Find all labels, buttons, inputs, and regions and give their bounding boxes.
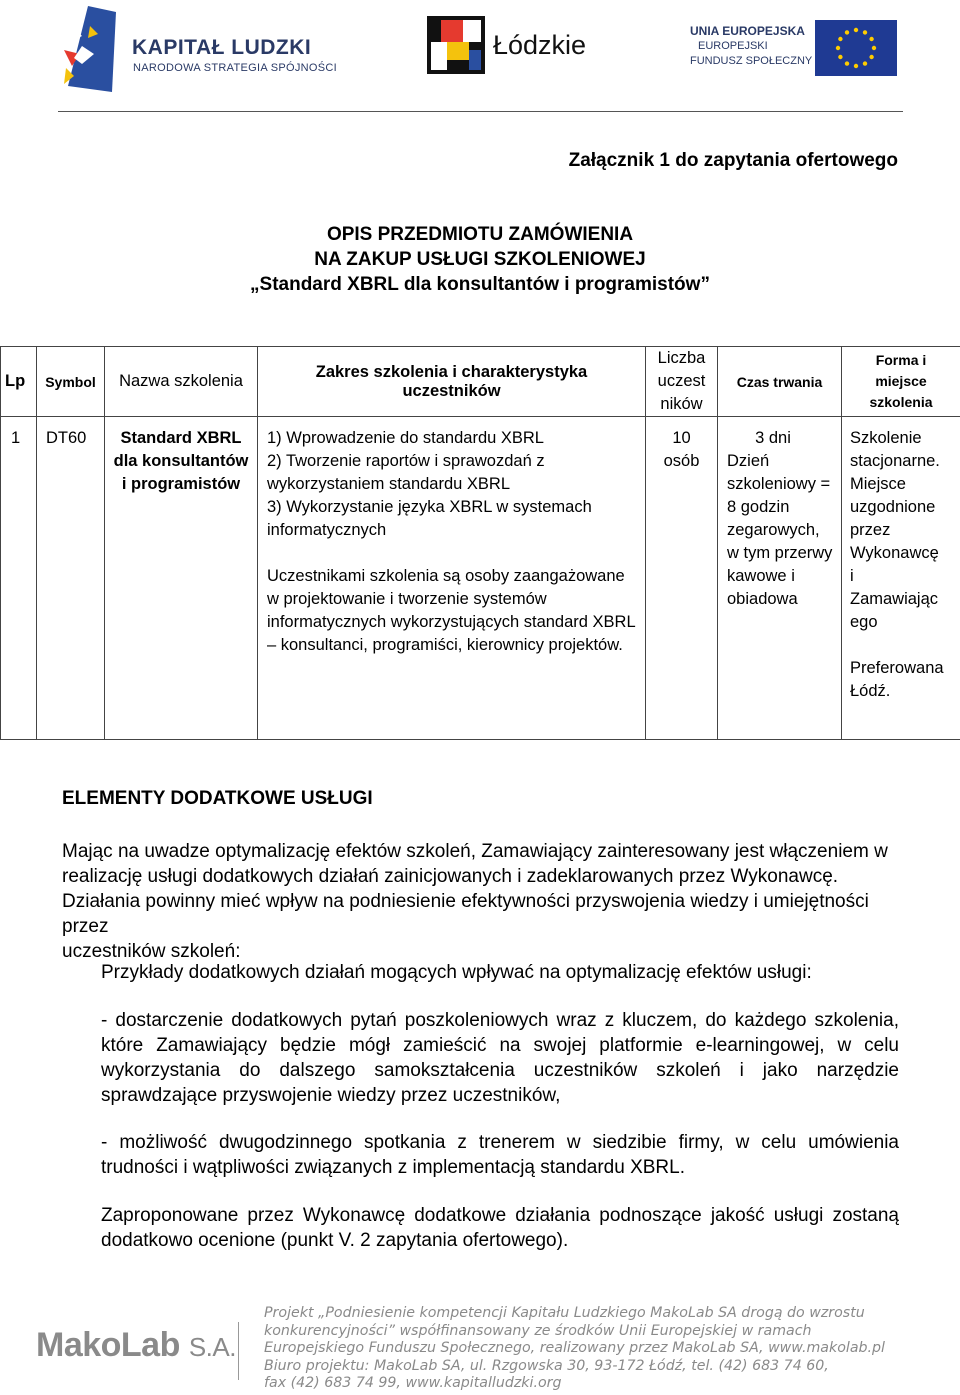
header-count <box>646 347 718 417</box>
form-line: Miejsce <box>850 475 906 493</box>
scope-line: wykorzystaniem standardu XBRL <box>267 475 511 493</box>
title-line-1: OPIS PRZEDMIOTU ZAMÓWIENIA <box>326 224 634 245</box>
duration-line: szkoleniowy = <box>727 475 831 493</box>
attachment-label: Załącznik 1 do zapytania ofertowego <box>568 150 898 171</box>
header-scope-line-1: Zakres szkolenia i charakterystyka <box>315 362 588 381</box>
table-row <box>1 417 960 740</box>
form-line: Wykonawcę <box>850 544 939 562</box>
cell-symbol: DT60 <box>37 417 105 740</box>
table-header-row <box>1 347 960 417</box>
duration-line: 8 godzin <box>727 498 790 516</box>
count-line-2: osób <box>663 452 700 470</box>
intro-line: uczestników szkoleń: <box>62 941 241 962</box>
header-form-line-1: Forma i <box>875 352 927 368</box>
duration-days: 3 dni <box>755 429 791 447</box>
name-line-3: i programistów <box>121 475 241 493</box>
footer-line: fax (42) 683 74 99, www.kapitalludzki.org <box>264 1375 562 1391</box>
name-line-2: dla konsultantów <box>113 452 249 470</box>
footer-line: Europejskiego Funduszu Społecznego, realizowany przez MakoLab SA, www.makolab.pl <box>264 1340 885 1356</box>
lodzkie-logo <box>427 16 597 80</box>
header-symbol: Symbol <box>37 347 105 417</box>
intro-line: Mając na uwadze optymalizację efektów szkoleń, Zamawiający zainteresowany jest włączeniem w <box>62 841 888 862</box>
form-line: ego <box>850 613 878 631</box>
form-line: przez <box>850 521 891 539</box>
cell-duration <box>718 417 842 740</box>
eu-flag-icon <box>815 20 897 76</box>
cell-name <box>105 417 258 740</box>
footer-project-info <box>264 1305 944 1393</box>
duration-line: kawowe i <box>727 567 795 585</box>
intro-line: realizację usługi dodatkowych działań zainicjowanych i zadeklarowanych przez Wykonawcę. <box>62 866 839 887</box>
closing-paragraph: Zaproponowane przez Wykonawcę dodatkowe działania podnoszące jakość usługi zostaną dodatkowo ocenione (punkt V. 2 zapytania ofertowego). <box>101 1205 899 1251</box>
header-form-line-3: szkolenia <box>869 394 933 410</box>
makolab-name: MakoLab <box>36 1326 180 1364</box>
count-line-1: 10 <box>672 429 691 447</box>
participants-line: Uczestnikami szkolenia są osoby zaangażowane <box>267 567 625 585</box>
title-line-2: NA ZAKUP USŁUGI SZKOLENIOWEJ <box>314 249 646 270</box>
spacer <box>267 542 645 565</box>
lodzkie-emblem-icon <box>427 16 485 74</box>
header-form-line-2: miejsce <box>875 373 927 389</box>
header-lp: Lp <box>1 347 37 417</box>
example-item-meeting: - możliwość dwugodzinnego spotkania z trenerem w siedzibie firmy, w celu umówienia trudności i wątpliwości związanych z implementacją standardu XBRL. <box>101 1132 899 1178</box>
kapital-ludzki-title: KAPITAŁ LUDZKI <box>132 36 312 59</box>
lodzkie-text: Łódzkie <box>493 30 587 60</box>
header-logos <box>0 0 960 112</box>
cell-count <box>646 417 718 740</box>
participants-line: informatycznych wykorzystujących standard XBRL <box>267 613 636 631</box>
footer-line: Biuro projektu: MakoLab SA, ul. Rzgowska 30, 93-172 Łódź, tel. (42) 683 74 60, <box>264 1357 829 1374</box>
form-line: i <box>850 567 854 585</box>
header-count-line-1: Liczba <box>657 349 706 367</box>
footer-divider <box>238 1322 239 1380</box>
form-line: Łódź. <box>850 682 891 700</box>
document-title <box>180 222 780 297</box>
scope-line: informatycznych <box>267 521 387 539</box>
footer-line: konkurencyjności” współfinansowany ze środków Unii Europejskiej w ramach <box>264 1322 812 1339</box>
kapital-ludzki-logo <box>60 6 337 92</box>
header-name: Nazwa szkolenia <box>105 347 258 417</box>
eu-line-1: UNIA EUROPEJSKA <box>690 24 805 38</box>
scope-line: 3) Wykorzystanie języka XBRL w systemach <box>267 498 592 516</box>
form-line: Zamawiając <box>850 590 939 608</box>
header-scope-line-2: uczestników <box>402 381 501 400</box>
form-line: uzgodnione <box>850 498 936 516</box>
eu-logo <box>690 20 900 80</box>
makolab-logo <box>36 1326 236 1366</box>
header-duration: Czas trwania <box>718 347 842 417</box>
makolab-suffix: S.A. <box>188 1332 236 1362</box>
duration-line: zegarowych, <box>727 521 820 539</box>
section-heading: ELEMENTY DODATKOWE USŁUGI <box>62 788 373 809</box>
duration-line: obiadowa <box>727 590 798 608</box>
examples-intro: Przykłady dodatkowych działań mogących wpływać na optymalizację efektów usługi: <box>101 962 812 983</box>
training-table <box>0 346 960 740</box>
makolab-wordmark <box>36 1326 236 1365</box>
participants-line: w projektowanie i tworzenie systemów <box>267 590 547 608</box>
kapital-ludzki-emblem-icon <box>60 6 116 92</box>
form-line: Szkolenie <box>850 429 922 447</box>
kapital-ludzki-subtitle: NARODOWA STRATEGIA SPÓJNOŚCI <box>133 62 337 74</box>
header-count-line-2: uczest <box>657 372 706 390</box>
name-line-1: Standard XBRL <box>120 429 242 447</box>
header-form <box>842 347 960 417</box>
cell-lp: 1 <box>1 417 37 740</box>
scope-line: 1) Wprowadzenie do standardu XBRL <box>267 429 544 447</box>
eu-line-3: FUNDUSZ SPOŁECZNY <box>690 55 813 67</box>
header-divider <box>58 111 903 112</box>
footer-line: Projekt „Podniesienie kompetencji Kapitału Ludzkiego MakoLab SA drogą do wzrostu <box>264 1305 865 1321</box>
duration-line: w tym przerwy <box>727 544 833 562</box>
intro-line: Działania powinny mieć wpływ na podniesienie efektywności przyswojenia wiedzy i umiejętności przez <box>62 891 869 937</box>
scope-line: 2) Tworzenie raportów i sprawozdań z <box>267 452 545 470</box>
eu-line-2: EUROPEJSKI <box>698 40 768 52</box>
example-item-questions: - dostarczenie dodatkowych pytań poszkoleniowych wraz z kluczem, do każdego szkolenia, które Zamawiający będzie mógł zamieścić na swojej platformie e-learningowej, w celu wykorzystania do dalszego samokształcenia uczestników szkoleń i jako narzędzie sprawdzające przyswojenie wiedzy przez uczestników, <box>101 1010 899 1106</box>
form-line: stacjonarne. <box>850 452 940 470</box>
spacer <box>850 634 960 657</box>
title-line-3: „Standard XBRL dla konsultantów i programistów” <box>250 274 710 295</box>
form-line: Preferowana <box>850 659 944 677</box>
duration-line: Dzień <box>727 452 770 470</box>
header-scope <box>258 347 646 417</box>
cell-scope <box>258 417 646 740</box>
participants-line: – konsultanci, programiści, kierownicy projektów. <box>267 636 623 654</box>
header-count-line-3: ników <box>660 395 703 413</box>
cell-form <box>842 417 960 740</box>
intro-paragraph <box>62 839 902 964</box>
